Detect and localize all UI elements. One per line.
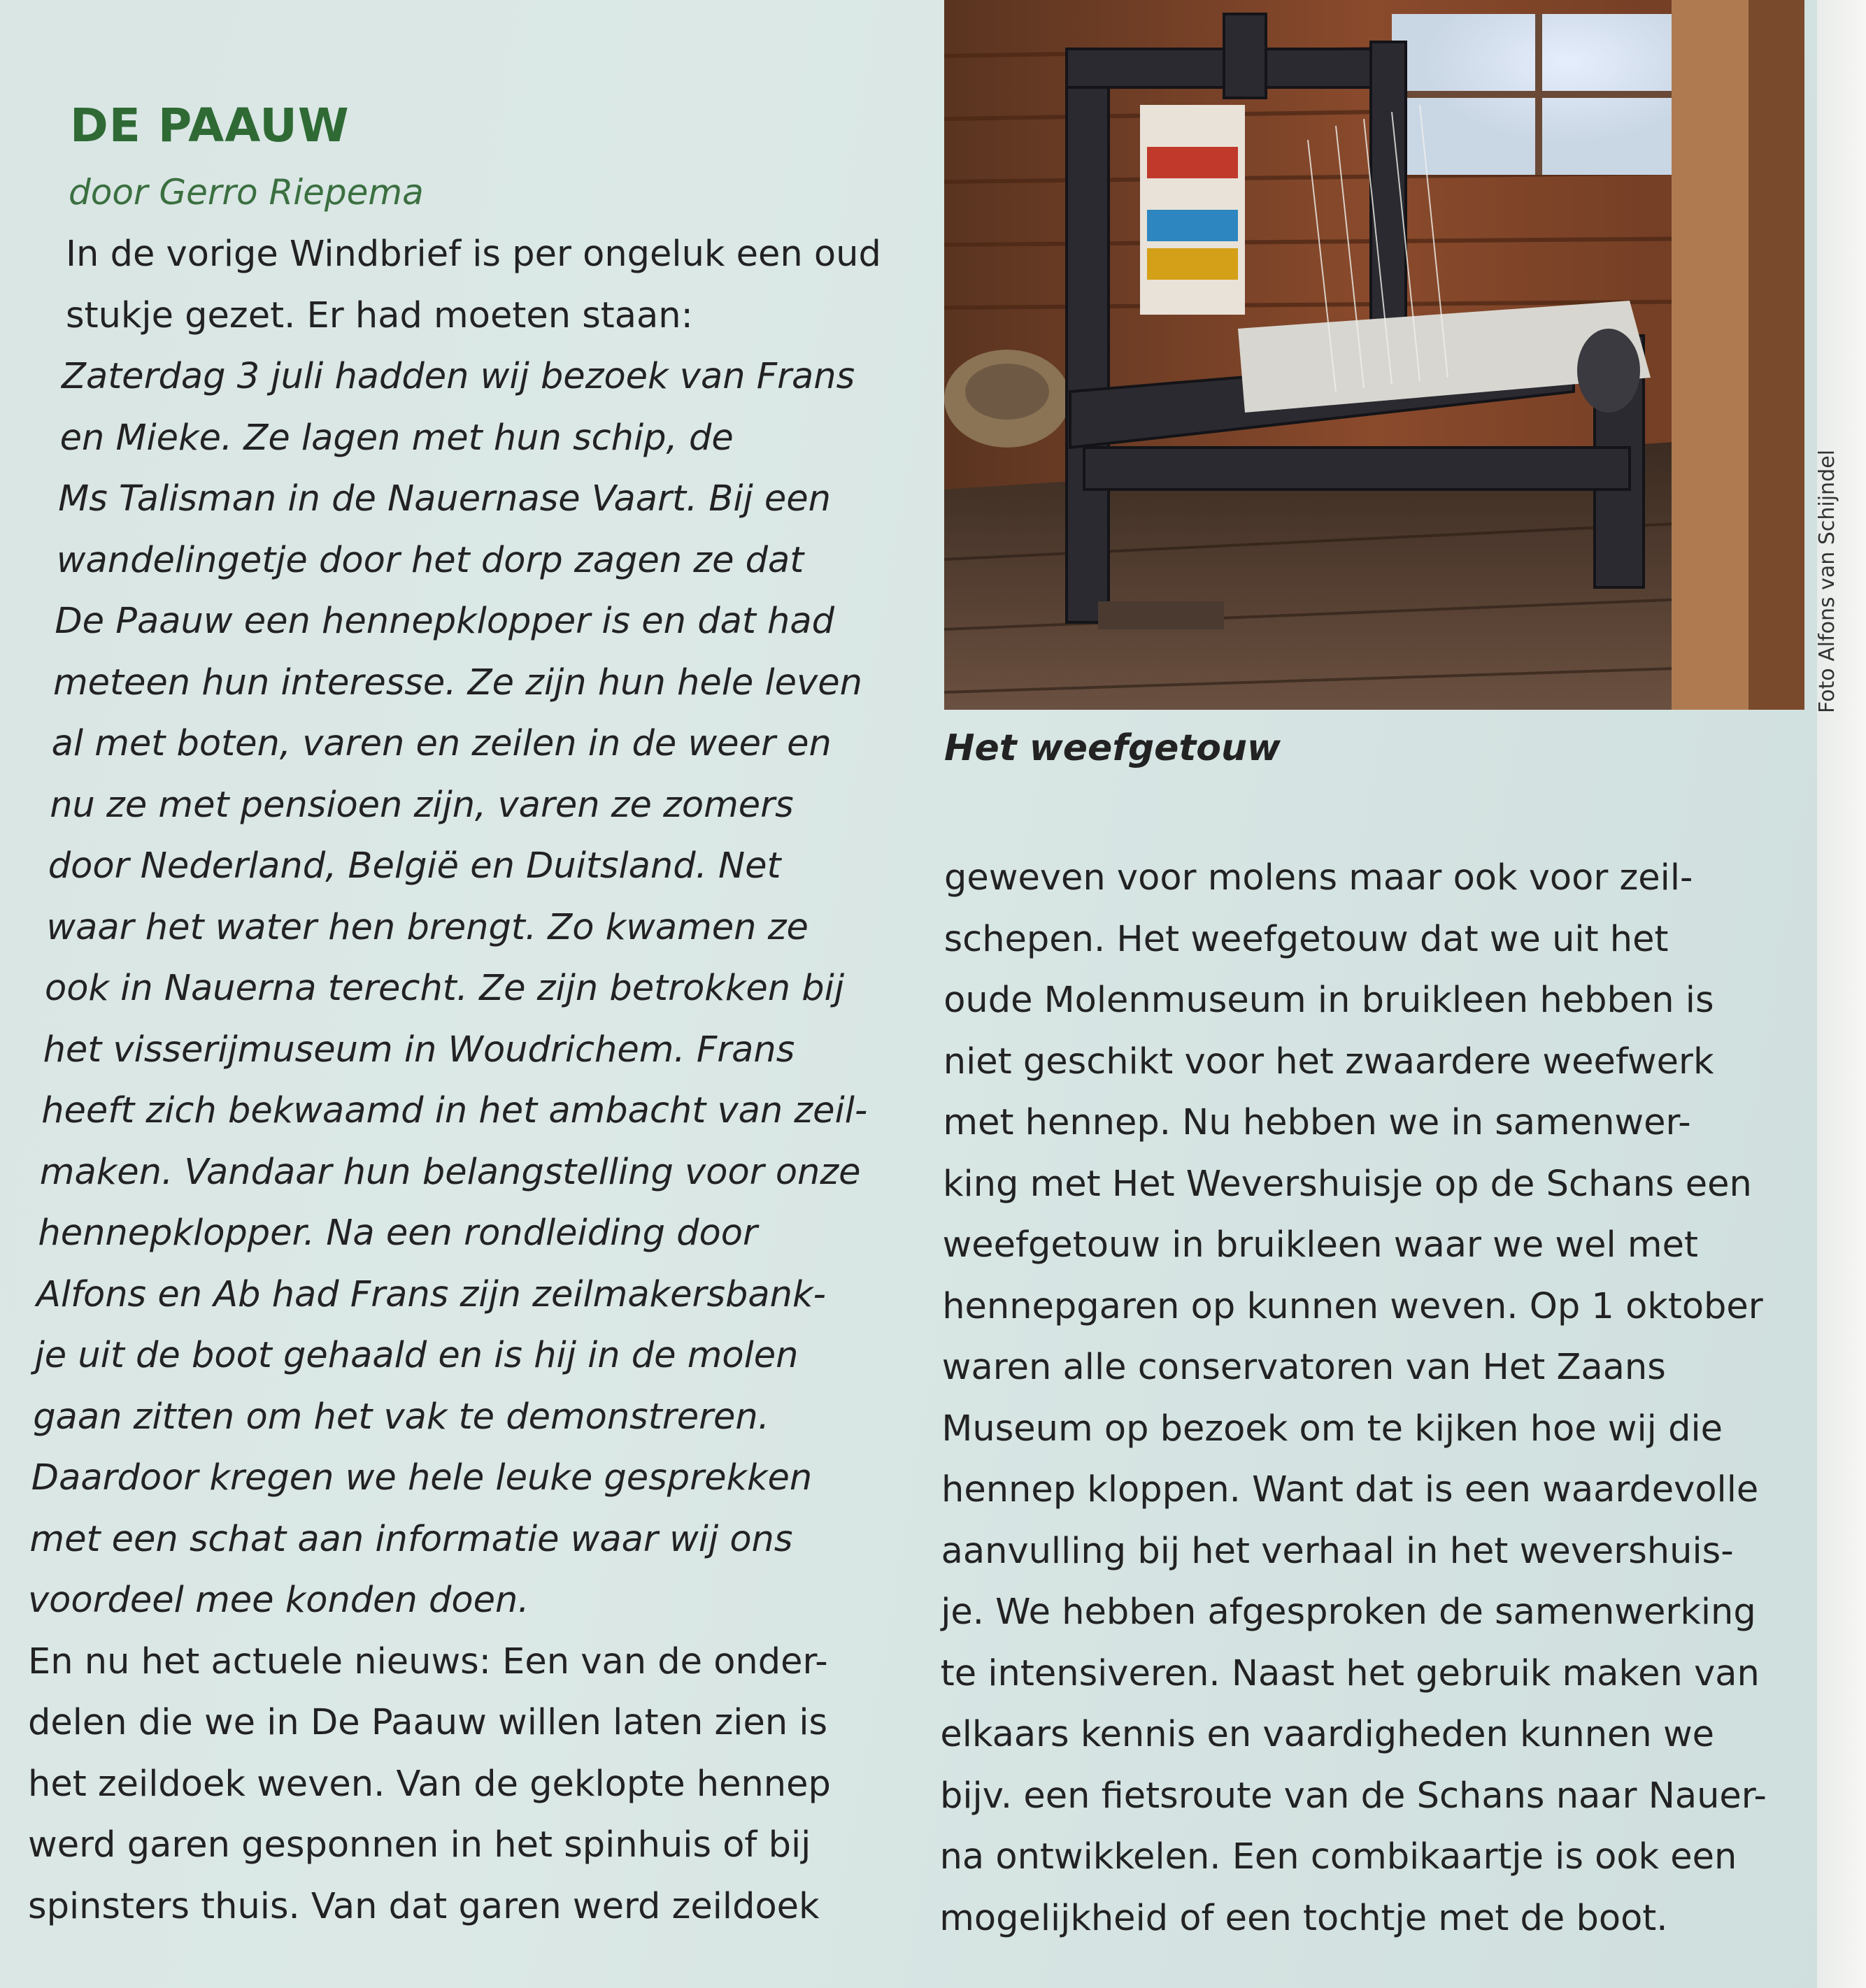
text-line: wandelingetje door het dorp zagen ze dat	[56, 539, 804, 581]
text-line: te intensiveren. Naast het gebruik maken van	[940, 1652, 1760, 1694]
text-line: Zaterdag 3 juli hadden wij bezoek van Frans	[62, 356, 855, 397]
text-line: De Paauw een hennepklopper is en dat had	[55, 601, 834, 642]
text-line: Alfons en Ab had Frans zijn zeilmakersbank-	[36, 1273, 826, 1315]
text-line: hennep kloppen. Want dat is een waardevolle	[941, 1469, 1759, 1510]
text-line: maken. Vandaar hun belangstelling voor onze	[39, 1151, 861, 1193]
text-line: schepen. Het weefgetouw dat we uit het	[943, 918, 1669, 960]
text-line: delen die we in De Paauw willen laten zien is	[28, 1702, 828, 1743]
text-line: ook in Nauerna terecht. Ze zijn betrokken bij	[45, 968, 844, 1009]
text-line: nu ze met pensioen zijn, varen ze zomers	[50, 784, 794, 826]
text-line: hennepklopper. Na een rondleiding door	[38, 1213, 757, 1254]
text-line: king met Het Wevershuisje op de Schans een	[943, 1163, 1752, 1205]
quoted-paragraph	[28, 346, 902, 1631]
text-line: En nu het actuele nieuws: Een van de onder-	[28, 1640, 828, 1682]
text-line: geweven voor molens maar ook voor zeil-	[944, 857, 1693, 899]
text-line: weefgetouw in bruikleen waar we wel met	[942, 1224, 1698, 1266]
right-column	[937, 848, 1804, 1949]
text-line: Daardoor kregen we hele leuke gesprekken	[31, 1457, 813, 1499]
text-line: spinsters thuis. Van dat garen werd zeildoek	[28, 1885, 820, 1927]
text-line: waar het water hen brengt. Zo kwamen ze	[46, 906, 809, 948]
text-line: aanvulling bij het verhaal in het wevershuis-	[941, 1530, 1734, 1572]
text-line: en Mieke. Ze lagen met hun schip, de	[59, 417, 734, 459]
photo-credit: Foto Alfons van Schijndel	[1815, 450, 1839, 713]
text-line: mogelijkheid of een tochtje met de boot.	[939, 1897, 1668, 1939]
text-line: voordeel mee konden doen.	[28, 1580, 529, 1621]
left-column	[28, 91, 902, 1937]
text-line: gaan zitten om het vak te demonstreren.	[33, 1396, 769, 1438]
article-byline: door Gerro Riepema	[69, 172, 424, 213]
photo-caption: Het weefgetouw	[944, 727, 1281, 769]
news-paragraph-right	[937, 848, 1804, 1949]
text-line: meteen hun interesse. Ze zijn hun hele leven	[53, 662, 862, 703]
text-line: oude Molenmuseum in bruikleen hebben is	[943, 980, 1714, 1021]
news-paragraph-left	[28, 1631, 902, 1938]
text-line: door Nederland, België en Duitsland. Net	[48, 845, 781, 887]
page-edge	[1817, 0, 1866, 1988]
text-line: na ontwikkelen. Een combikaartje is ook een	[939, 1836, 1737, 1878]
text-line: In de vorige Windbrief is per ongeluk een oud	[66, 234, 881, 275]
text-line: waren alle conservatoren van Het Zaans	[941, 1347, 1666, 1388]
text-line: met een schat aan informatie waar wij ons	[29, 1518, 793, 1560]
loom-photo-image	[944, 0, 1804, 710]
loom-photo	[944, 0, 1804, 710]
intro-paragraph	[66, 224, 902, 346]
text-line: Museum op bezoek om te kijken hoe wij die	[941, 1408, 1723, 1450]
text-line: het zeildoek weven. Van de geklopte hennep	[28, 1763, 831, 1805]
text-line: hennepgaren op kunnen weven. Op 1 oktober	[942, 1285, 1763, 1327]
text-line: je uit de boot gehaald en is hij in de molen	[34, 1335, 799, 1376]
article-title: DE PAAUW	[70, 99, 350, 152]
text-line: het visserijmuseum in Woudrichem. Frans	[43, 1029, 795, 1071]
text-line: Ms Talisman in de Nauernase Vaart. Bij een	[58, 478, 832, 520]
text-line: al met boten, varen en zeilen in de weer en	[51, 723, 832, 764]
text-line: bijv. een fietsroute van de Schans naar Nauer-	[940, 1775, 1767, 1817]
text-line: met hennep. Nu hebben we in samenwer-	[943, 1102, 1691, 1143]
text-line: werd garen gesponnen in het spinhuis of bij	[28, 1824, 811, 1866]
text-line: stukje gezet. Er had moeten staan:	[66, 294, 693, 336]
text-line: heeft zich bekwaamd in het ambacht van zeil-	[41, 1090, 868, 1131]
text-line: niet geschikt voor het zwaardere weefwerk	[943, 1041, 1714, 1082]
text-line: je. We hebben afgesproken de samenwerking	[941, 1592, 1756, 1633]
text-line: elkaars kennis en vaardigheden kunnen we	[940, 1714, 1715, 1755]
